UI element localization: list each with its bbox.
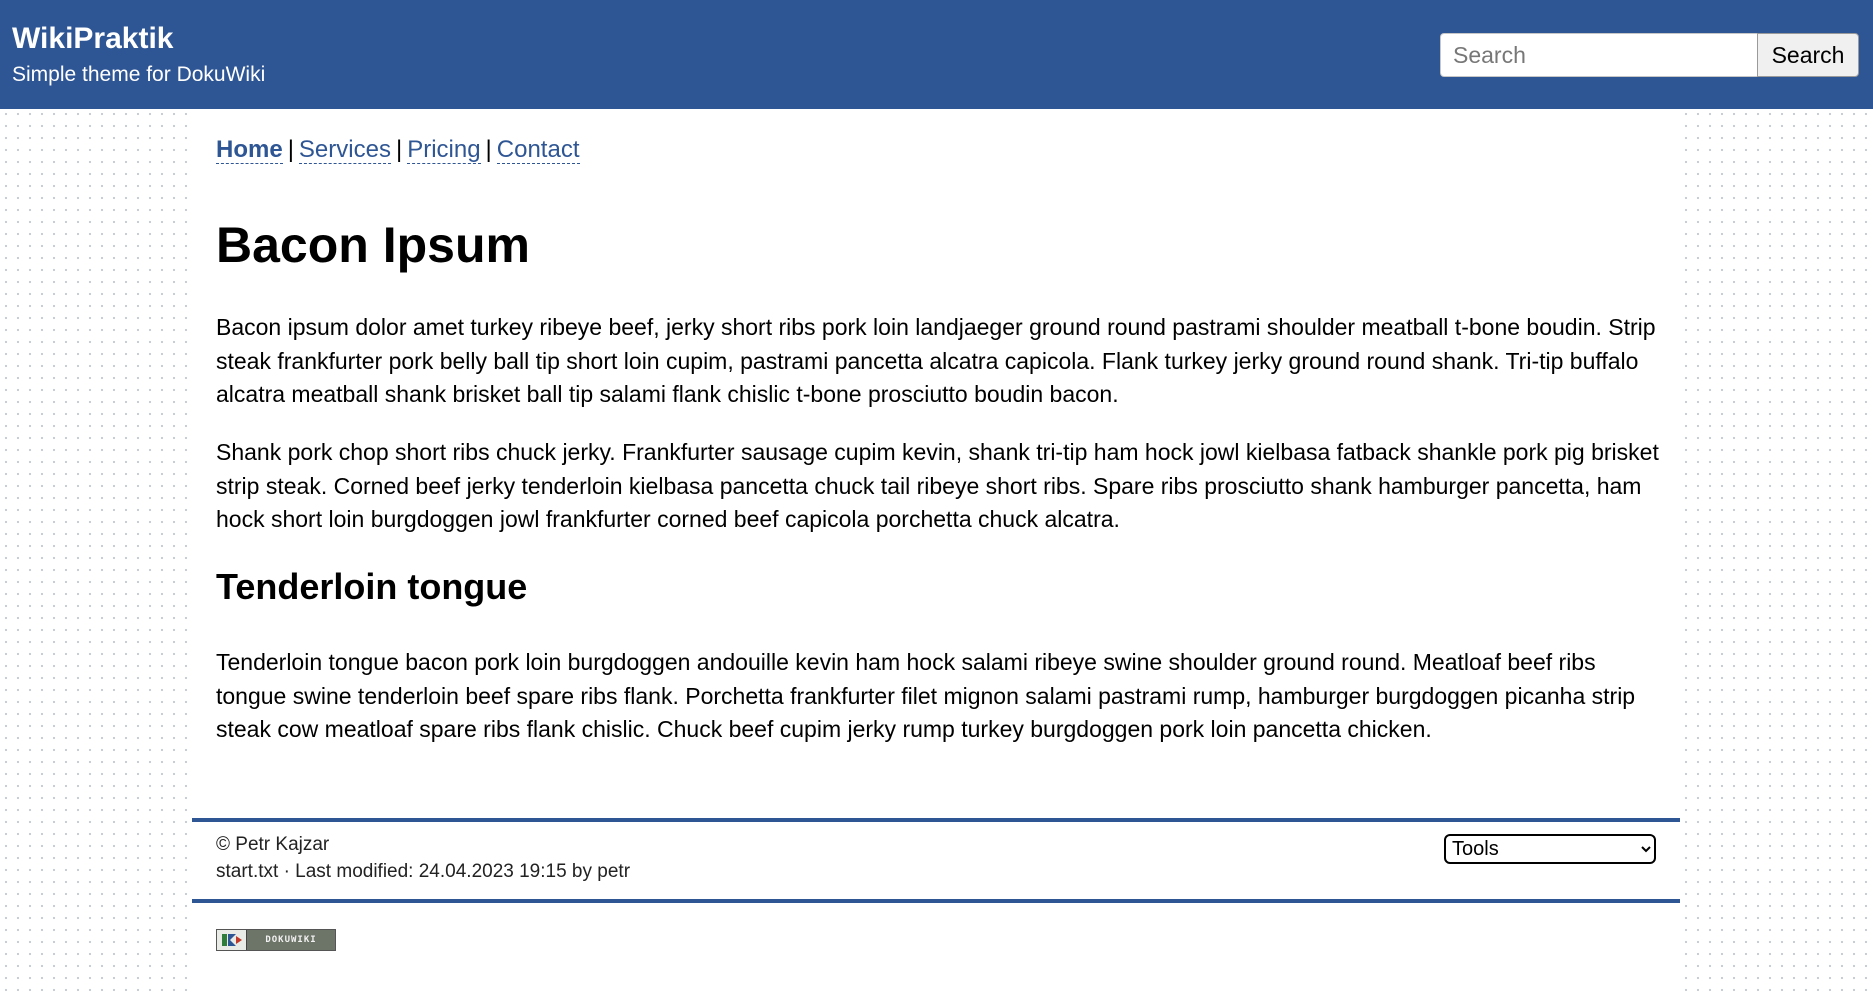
nav-separator: | bbox=[287, 136, 294, 163]
paragraph-section: Tenderloin tongue bacon pork loin burgdoggen andouille kevin ham hock salami ribeye swine shoulder ground round. Meatloaf beef ribs tongue swine tenderloin beef spare ribs flank. Porchetta frankfurter filet mignon salami pastrami rump, hamburger burgdoggen picanha strip steak cow meatloaf spare ribs flank chislic. Chuck beef cupim jerky rump turkey burgdoggen pork loin pancetta chicken. bbox=[216, 649, 1636, 742]
nav-link-pricing[interactable]: Pricing bbox=[407, 136, 481, 163]
document-info: start.txt · Last modified: 24.04.2023 19:15 by petr bbox=[216, 861, 631, 882]
nav-separator: | bbox=[485, 136, 492, 163]
site-header bbox=[0, 0, 1873, 109]
page-footer bbox=[192, 818, 1680, 903]
paragraph-intro: Bacon ipsum dolor amet turkey ribeye beef, jerky short ribs pork loin landjaeger ground round pastrami shoulder meatball t-bone boudin. Strip steak frankfurter pork belly ball tip short loin cupim, pastrami pancetta alcatra capicola. Flank turkey jerky ground round shank. Tri-tip buffalo alcatra meatball shank brisket ball tip salami flank chislic t-bone prosciutto boudin bacon. bbox=[216, 314, 1656, 407]
search-button[interactable]: Search bbox=[1757, 33, 1859, 77]
dokuwiki-logo-icon bbox=[217, 930, 247, 950]
paragraph-second: Shank pork chop short ribs chuck jerky. Frankfurter sausage cupim kevin, shank tri-tip ham hock jowl kielbasa fatback shankle pork pig brisket strip steak. Corned beef jerky tenderloin kielbasa pancetta chuck tail ribeye short ribs. Spare ribs prosciutto shank hamburger pancetta, ham hock short loin burgdoggen jowl frankfurter corned beef capicola porchetta chuck alcatra. bbox=[216, 439, 1659, 532]
site-tagline: Simple theme for DokuWiki bbox=[12, 63, 266, 86]
page-title: Bacon Ipsum bbox=[216, 217, 530, 273]
nav-link-services[interactable]: Services bbox=[298, 136, 391, 163]
badge-label: DOKUWIKI bbox=[265, 935, 317, 945]
nav-link-contact[interactable]: Contact bbox=[496, 136, 580, 163]
copyright-text: © Petr Kajzar bbox=[216, 834, 330, 855]
tools-dropdown[interactable] bbox=[1444, 834, 1656, 864]
nav-link-home[interactable]: Home bbox=[216, 136, 283, 163]
dokuwiki-badge[interactable] bbox=[216, 929, 336, 951]
main-nav bbox=[216, 136, 580, 164]
nav-separator: | bbox=[395, 136, 403, 163]
search-form bbox=[1440, 33, 1859, 77]
section-heading: Tenderloin tongue bbox=[216, 566, 528, 607]
site-title[interactable]: WikiPraktik bbox=[12, 22, 174, 55]
page-content bbox=[192, 109, 1680, 999]
search-input[interactable] bbox=[1440, 33, 1757, 77]
